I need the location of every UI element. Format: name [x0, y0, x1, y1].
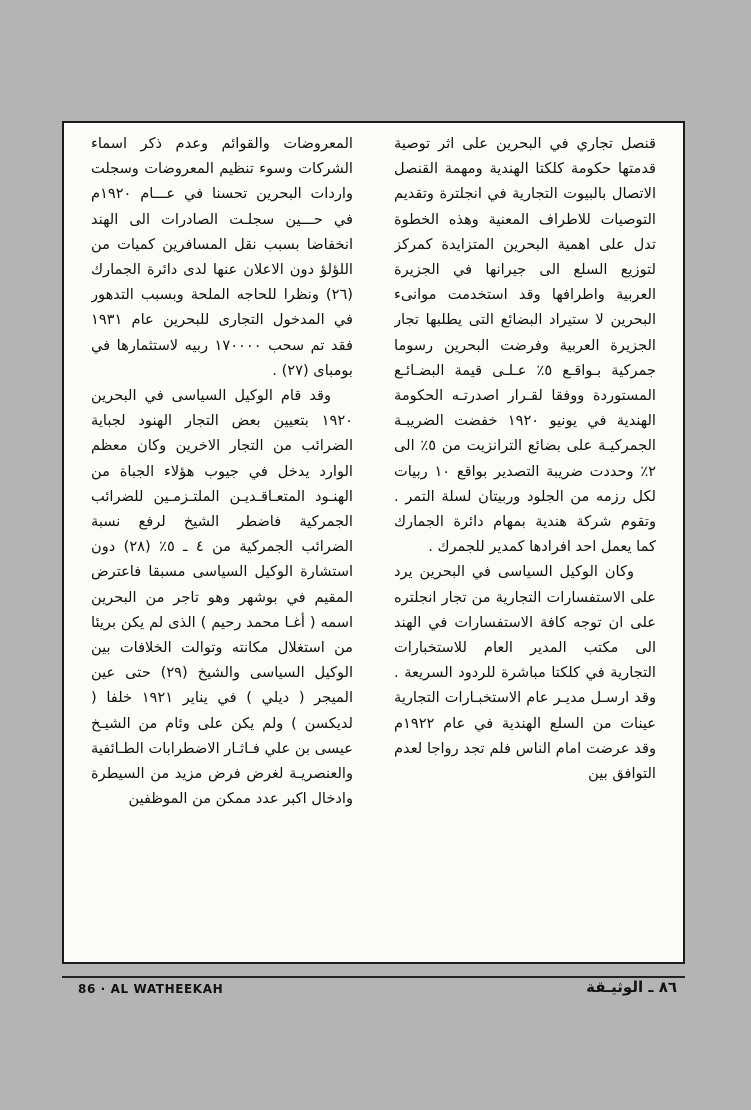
paragraph: المعروضات والقوائم وعدم ذكر اسماء الشركات وسوء تنظيم المعروضات وسجلت واردات البحرين تحسنا في عـــام ١٩٢٠م في حـــين سجلـت الصادرات الى الهند انخفاضا بسبب نقل المسافرين كميات من اللؤلؤ دون الاعلان عنها لدى دائرة الجمارك (٢٦) ونظرا للحاجه الملحة وبسبب التدهور في المدخول التجارى للبحرين عام ١٩٣١ فقد تم سحب ١٧٠٠٠٠ ربيه لاستثمارها في بومباى (٢٧) . [91, 135, 353, 379]
article-column-right [394, 131, 656, 956]
paragraph: قنصل تجاري في البحرين على اثر توصية قدمتها حكومة كلكتا الهندية ومهمة القنصل الاتصال بالبيوت التجارية في انجلترة وتقديم التوصيات للاطراف المعنية وهذه الخطوة تدل على اهمية البحرين المتزايدة كمركز لتوزيع السلع الى جيرانها في الجزيرة العربية واطرافها وقد استخدمت موانىء البحرين لا ستيراد البضائع التى يطلبها تجار الجزيرة العربية وفرضت البحرين رسوما جمركية بـواقـع ٥٪ عـلـى قيمة البضـائـع المستوردة ووفقا لقـرار اصدرتـه الحكومة الهندية في يونيو ١٩٢٠ خفضت الضريبـة الجمركيـة على بضائع الترانزيت من ٥٪ الى ٢٪ وحددت ضريبة التصدير بواقع ١٠ ربيات لكل رزمه من الجلود وربيتان لسلة التمر . وتقوم شركة هندية بمهام دائرة الجمارك كما يعمل احد افرادها كمدير للجمرك . [394, 135, 656, 556]
footer-page-label-arabic: ٨٦ ـ الوثيـقة [586, 978, 677, 996]
footer-page-label-latin: 86 · AL WATHEEKAH [78, 982, 224, 996]
paragraph: وقد قام الوكيل السياسى في البحرين ١٩٢٠ بتعيين بعض التجار الهنود لجباية الضرائب من التجار الاخرين وكان معظم الوارد يدخل في جيوب هؤلاء الجباة من الهنـود المتعـاقـديـن الملتـزمـين للضرائب الجمركية فاضطر الشيخ لرفع نسبة الضرائب الجمركية من ٤ ـ ٥٪ (٢٨) دون استشارة الوكيل السياسى مسبقا فاعترض المقيم في بوشهر وهو تاجر من البحرين اسمه ( أغـا محمد رحيم ) الذى لم يكن بريئا من استغلال مكانته وتوالت الخلافات بين الوكيل السياسى والشيخ (٢٩) حتى عين الميجر ( ديلي ) في يناير ١٩٢١ خلفا ( لديكسن ) ولم يكن على وئام من الشيـخ عيسى بن علي فـاثـار الاضطرابات الطـائفية والعنصريـة لغرض فرض مزيد من السيطرة وادخال اكبر عدد ممكن من الموظفين [91, 387, 353, 808]
paragraph: وكان الوكيل السياسى في البحرين يرد على الاستفسارات التجارية من تجار انجلتره على ان توجه كافة الاستفسارات في الهند الى مكتب المدير العام للاستخبارات التجارية في كلكتا مباشرة للردود السريعة . وقد ارسـل مديـر عام الاستخبـارات التجارية عينات من السلع الهندية في عام ١٩٢٢م وقد عرضت امام الناس فلم تجد رواجا لعدم التوافق بين [394, 563, 656, 783]
article-column-left [91, 131, 353, 956]
page-frame [62, 121, 685, 964]
page-footer [62, 972, 685, 1012]
